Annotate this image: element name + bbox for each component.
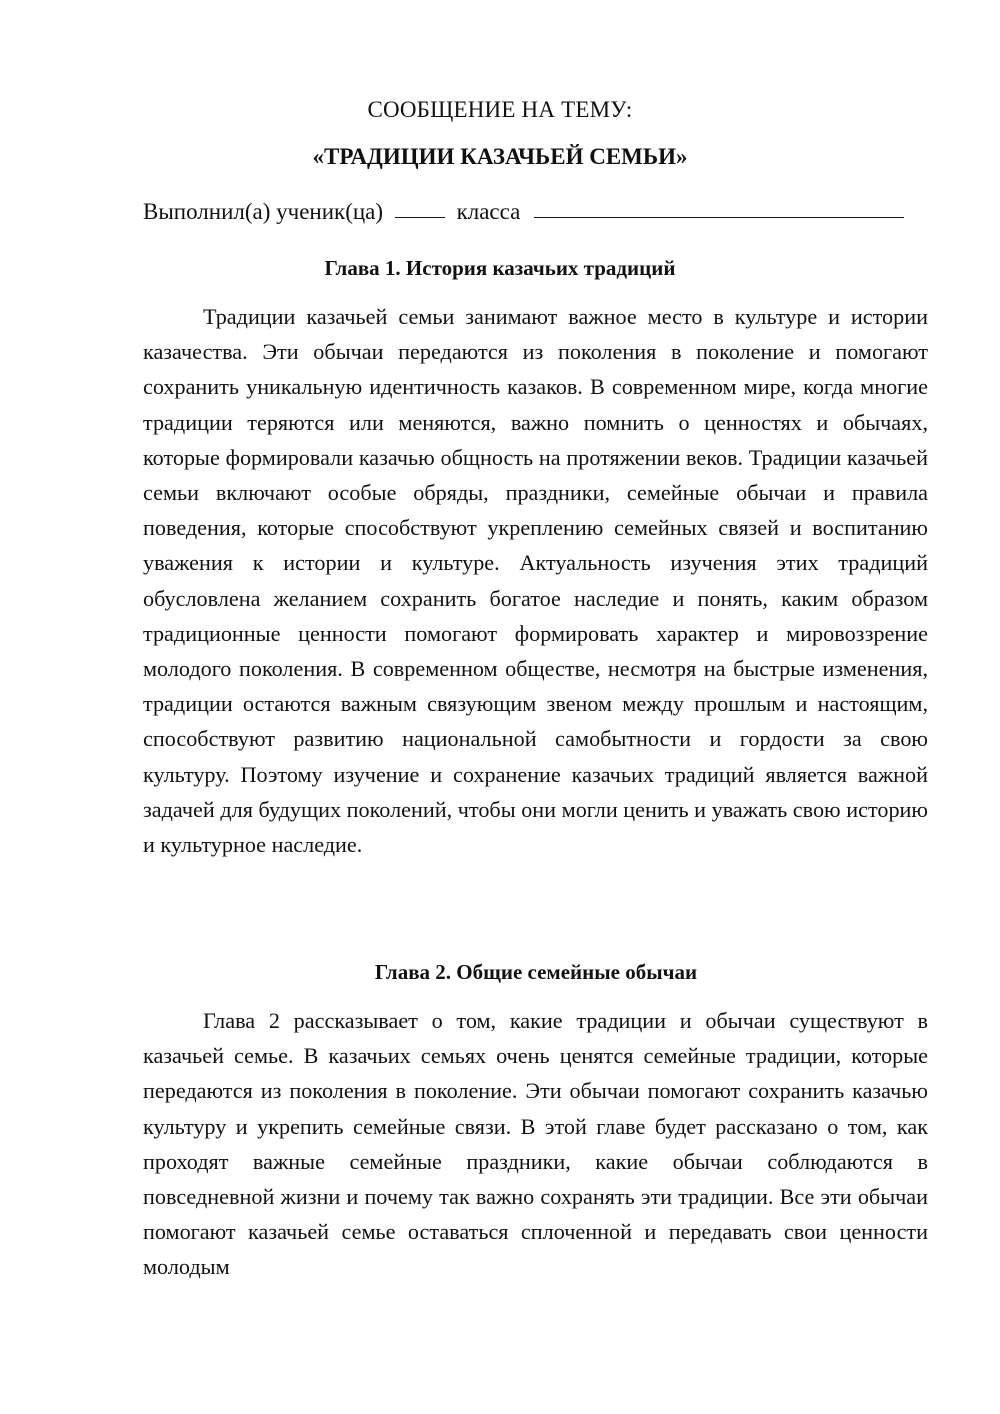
author-signature-line [143, 196, 928, 227]
author-prefix-label: Выполнил(а) ученик(ца) [143, 199, 384, 224]
author-name-blank [534, 195, 904, 218]
chapter-2-paragraph: Глава 2 рассказывает о том, какие традиции и обычаи существуют в казачьей семье. В казачьих семьях очень ценятся семейные традиции, которые передаются из поколения в поколение. Эти обычаи помогают сохранить казачью культуру и укрепить семейные связи. В этой главе будет рассказано о том, как проходят важные семейные праздники, какие обычаи соблюдаются в повседневной жизни и почему так важно сохранять эти традиции. Все эти обычаи помогают казачьей семье оставаться сплоченной и передавать свои ценности молодым [143, 1008, 928, 1280]
document-title-line-1: СООБЩЕНИЕ НА ТЕМУ: [367, 97, 633, 122]
class-number-blank [395, 195, 445, 218]
chapter-2-heading: Глава 2. Общие семейные обычаи [374, 960, 698, 984]
chapter-1-heading: Глава 1. История казачьих традиций [324, 256, 676, 280]
chapter-1-paragraph: Традиции казачьей семьи занимают важное место в культуре и истории казачества. Эти обычаи передаются из поколения в поколение и помогают сохранить уникальную идентичность казаков. В современном мире, когда многие традиции теряются или меняются, важно помнить о ценностях и обычаях, которые формировали казачью общность на протяжении веков. Традиции казачьей семьи включают особые обряды, праздники, семейные обычаи и правила поведения, которые способствуют укреплению семейных связей и воспитанию уважения к истории и культуре. Актуальность изучения этих традиций обусловлена желанием сохранить богатое наследие и понять, каким образом традиционные ценности помогают формировать характер и мировоззрение молодого поколения. В современном обществе, несмотря на быстрые изменения, традиции остаются важным связующим звеном между прошлым и настоящим, способствуют развитию национальной самобытности и гордости за свою культуру. Поэтому изучение и сохранение казачьих традиций является важной задачей для будущих поколений, чтобы они могли ценить и уважать свою историю и культурное наследие. [143, 304, 928, 858]
document-title-line-2: «ТРАДИЦИИ КАЗАЧЬЕЙ СЕМЬИ» [312, 144, 688, 169]
class-word-label: класса [456, 199, 521, 224]
